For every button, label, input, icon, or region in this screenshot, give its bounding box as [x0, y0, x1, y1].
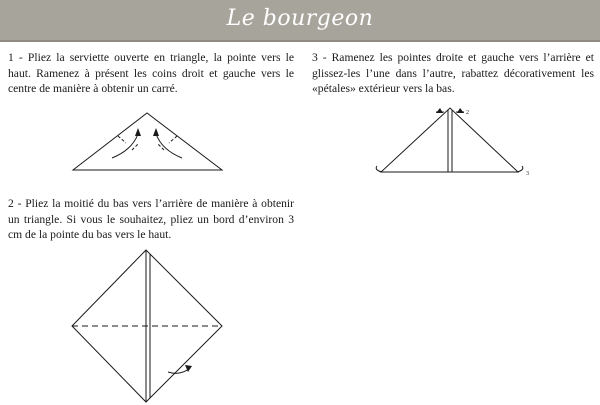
- step-3-text: 3 - Ramenez les pointes droite et gauche vers l’arrière et glissez-les l’une dans l’autre, rabattez décorativement les «pétales» extérieur vers la bas.: [312, 51, 594, 95]
- napkin-triangle-final: [381, 108, 518, 172]
- arrow-head-top-left-icon: [436, 108, 443, 113]
- step-1-text: 1 - Pliez la serviette ouverte en triangle, la pointe vers le haut. Ramenez à présent les coins droit et gauche vers le centre de manière à obtenir un carré.: [8, 51, 294, 95]
- page-title: Le bourgeon: [226, 6, 374, 31]
- label-2: 2: [466, 110, 469, 116]
- arrow-head-top-right-icon: [457, 108, 464, 113]
- curl-arrow-right: [517, 166, 523, 172]
- curl-arrow-left: [376, 166, 382, 172]
- label-3: 3: [526, 171, 529, 177]
- step-2-text: 2 - Pliez la moitié du bas vers l’arrière de manière à obtenir un triangle. Si vous le souhaitez, pliez un bord d’environ 3 cm de la pointe du bas vers le haut.: [8, 197, 294, 241]
